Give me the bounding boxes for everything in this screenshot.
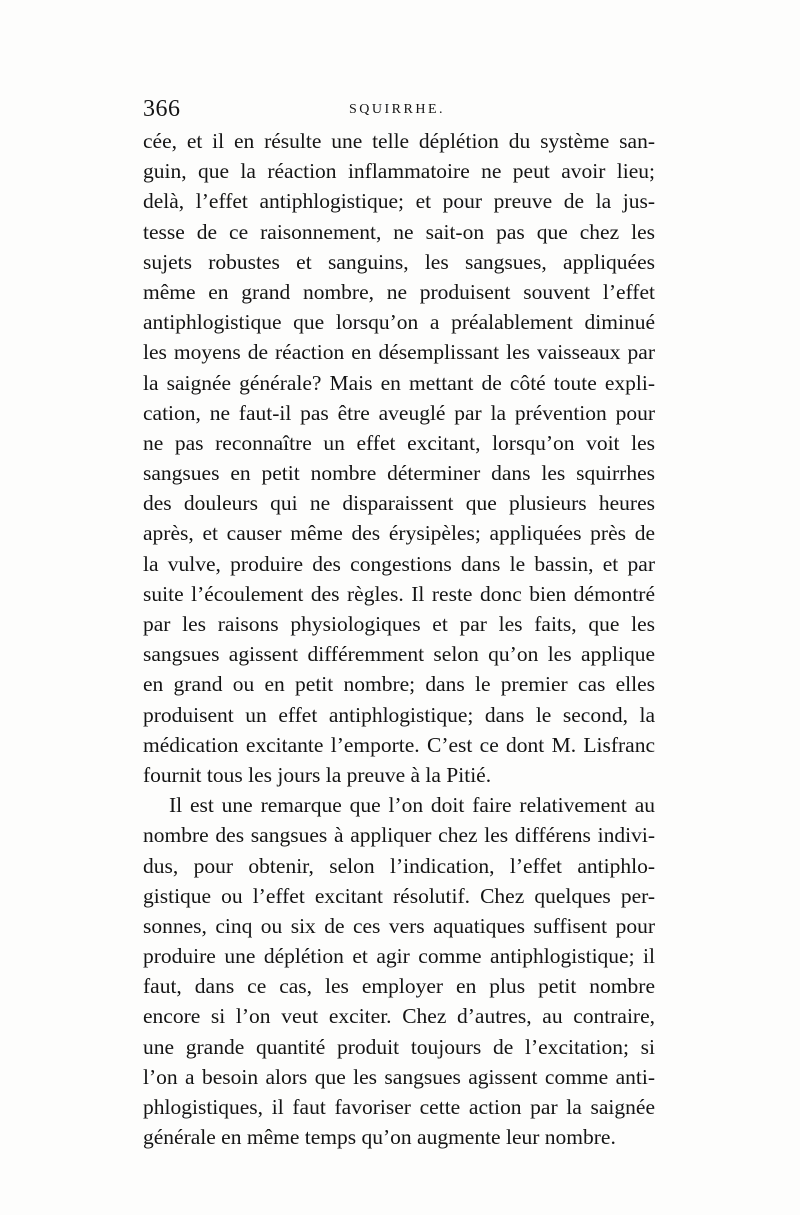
text-line: sonnes, cinq ou six de ces vers aquatiques suffisent pour [143, 913, 655, 938]
text-line: fournit tous les jours la preuve à la Pitié. [143, 762, 492, 787]
text-line: médication excitante l’emporte. C’est ce dont M. Lisfranc [143, 732, 655, 757]
text-line: les moyens de réaction en désemplissant les vaisseaux par [143, 340, 655, 365]
text-line: après, et causer même des érysipèles; appliquées près de [143, 521, 655, 546]
page-number: 366 [143, 96, 181, 122]
text-line: même en grand nombre, ne produisent souvent l’effet [143, 279, 655, 304]
text-line: produire une déplétion et agir comme antiphlogistique; il [143, 944, 655, 969]
text-line: faut, dans ce cas, les employer en plus petit nombre [143, 974, 655, 999]
text-line: par les raisons physiologiques et par les faits, que les [143, 612, 655, 636]
page-header [143, 96, 663, 126]
text-line: antiphlogistique que lorsqu’on a préalablement diminué [143, 310, 655, 335]
text-line: générale en même temps qu’on augmente leur nombre. [143, 1125, 616, 1150]
text-line: gistique ou l’effet excitant résolutif. Chez quelques per- [143, 883, 655, 908]
text-line: tesse de ce raisonnement, ne sait-on pas que chez les [143, 219, 655, 244]
paragraph [143, 126, 655, 790]
text-line: ne pas reconnaître un effet excitant, lorsqu’on voit les [143, 430, 655, 455]
text-line: une grande quantité produit toujours de l’excitation; si [143, 1034, 655, 1059]
text-line: Il est une remarque que l’on doit faire relativement au [169, 793, 655, 818]
text-line: l’on a besoin alors que les sangsues agissent comme anti- [143, 1064, 655, 1089]
text-line: nombre des sangsues à appliquer chez les différens indivi- [143, 823, 655, 848]
text-line: des douleurs qui ne disparaissent que plusieurs heures [143, 491, 655, 516]
text-line: la saignée générale? Mais en mettant de côté toute expli- [143, 370, 655, 395]
text-line: cation, ne faut-il pas être aveuglé par la prévention pour [143, 400, 655, 425]
text-line: suite l’écoulement des règles. Il reste donc bien démontré [143, 581, 655, 606]
text-line: phlogistiques, il faut favoriser cette action par la saignée [143, 1095, 655, 1119]
text-line: cée, et il en résulte une telle déplétion du système san- [143, 129, 655, 153]
text-line: guin, que la réaction inflammatoire ne peut avoir lieu; [143, 159, 655, 184]
body-text [143, 126, 655, 1152]
text-line: en grand ou en petit nombre; dans le premier cas elles [143, 672, 655, 697]
text-line: sujets robustes et sanguins, les sangsues, appliquées [143, 249, 655, 274]
text-line: dus, pour obtenir, selon l’indication, l’effet antiphlo- [143, 853, 655, 878]
text-line: sangsues agissent différemment selon qu’on les applique [143, 642, 655, 667]
paragraph [143, 790, 655, 1152]
running-head: SQUIRRHE. [349, 102, 446, 117]
text-line: sangsues en petit nombre déterminer dans les squirrhes [143, 461, 655, 486]
text-line: produisent un effet antiphlogistique; dans le second, la [143, 702, 655, 727]
text-line: delà, l’effet antiphlogistique; et pour preuve de la jus- [143, 189, 655, 214]
text-line: encore si l’on veut exciter. Chez d’autres, au contraire, [143, 1004, 655, 1029]
text-line: la vulve, produire des congestions dans le bassin, et par [143, 551, 655, 576]
